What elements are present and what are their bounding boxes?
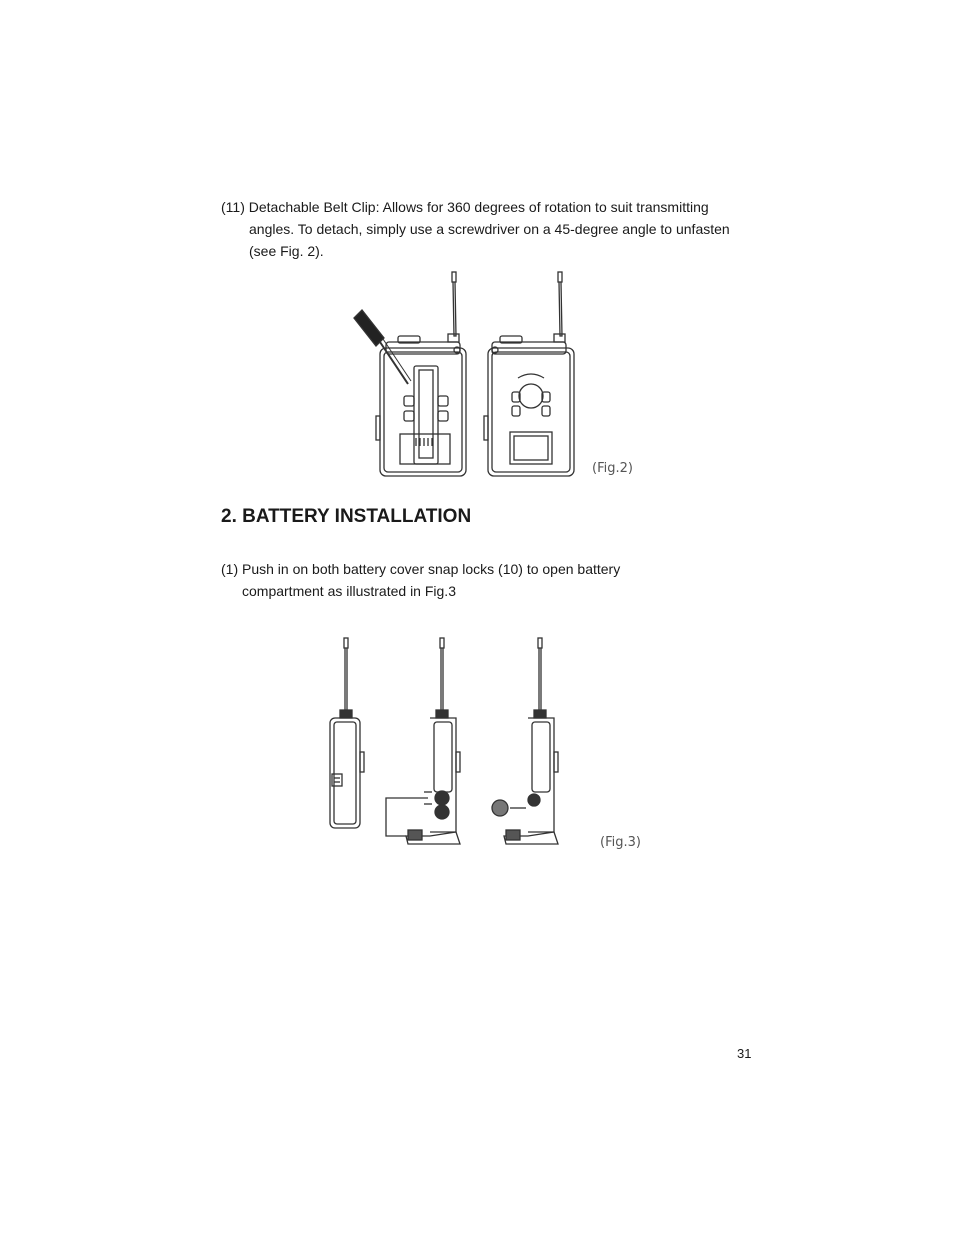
- screwdriver-icon: [354, 310, 411, 384]
- transmitter-side-closed: [330, 638, 364, 828]
- item-1-line-2: compartment as illustrated in Fig.3: [242, 583, 456, 599]
- transmitter-side-opening: [386, 638, 460, 844]
- item-11-paragraph: [221, 196, 761, 262]
- item-11-line-3: (see Fig. 2).: [249, 243, 324, 259]
- transmitter-side-open: [492, 638, 558, 844]
- transmitter-back: [484, 272, 574, 476]
- transmitter-back-with-screwdriver: [354, 272, 466, 476]
- item-1-paragraph: [221, 558, 721, 602]
- figure-2-label: (Fig.2): [592, 461, 633, 476]
- figure-3: [320, 632, 660, 856]
- figure-3-illustration: [320, 632, 660, 856]
- page-number: 31: [737, 1046, 752, 1061]
- figure-2: [340, 266, 650, 482]
- figure-3-label: (Fig.3): [600, 835, 641, 850]
- item-11-line-1: (11) Detachable Belt Clip: Allows for 360 degrees of rotation to suit transmitting: [221, 199, 709, 215]
- item-11-line-2: angles. To detach, simply use a screwdriver on a 45-degree angle to unfasten: [249, 221, 730, 237]
- item-1-line-1: (1) Push in on both battery cover snap locks (10) to open battery: [221, 561, 621, 577]
- section-heading: 2. BATTERY INSTALLATION: [221, 506, 472, 527]
- figure-2-illustration: [340, 266, 650, 482]
